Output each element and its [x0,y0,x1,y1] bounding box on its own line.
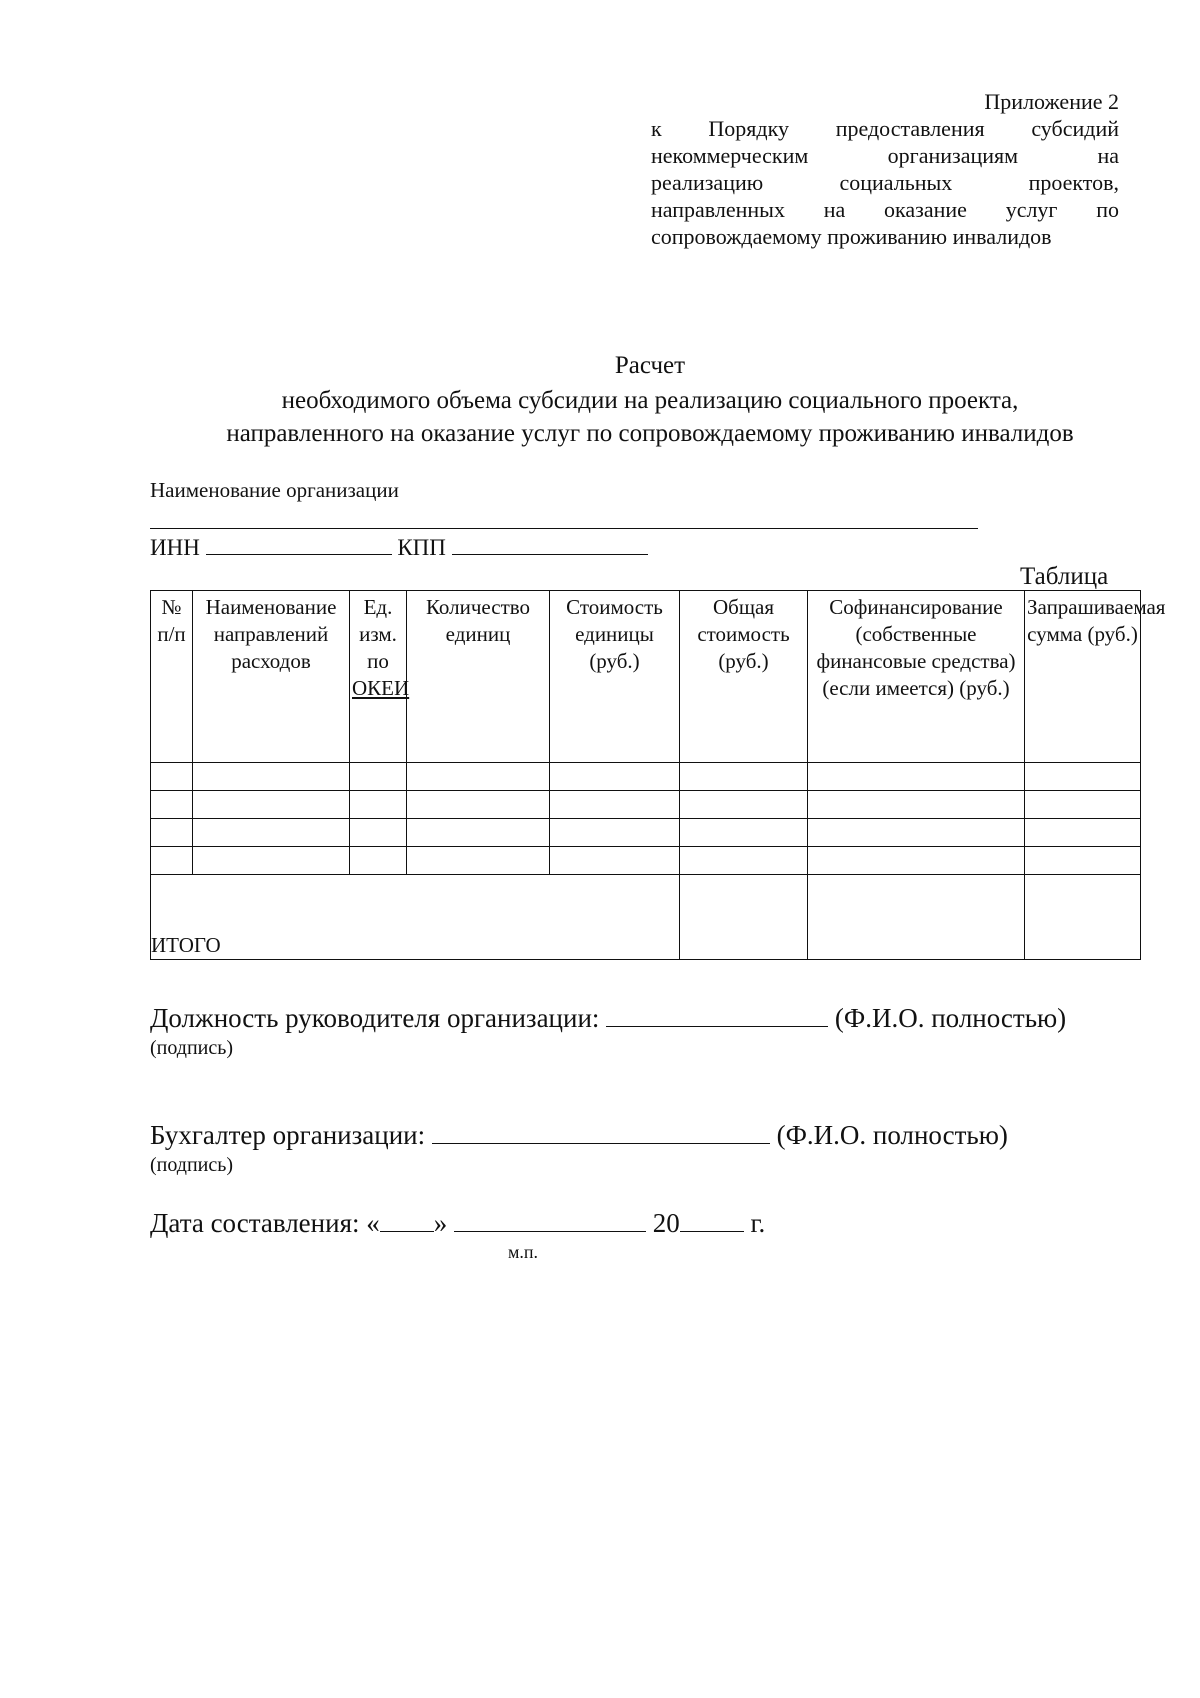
total-cell[interactable] [680,875,808,960]
table-cell[interactable] [193,847,350,875]
date-label: Дата составления: « [150,1208,380,1238]
table-cell[interactable] [680,847,808,875]
org-name-field[interactable] [150,528,978,529]
head-signature-field[interactable] [606,1006,828,1027]
org-name-label: Наименование организации [150,478,399,502]
table-cell[interactable] [550,791,680,819]
total-cell[interactable] [1025,875,1141,960]
accountant-signature-note: (подпись) [150,1154,234,1176]
table-row [151,819,1141,847]
table-cell[interactable] [808,763,1025,791]
table-cell[interactable] [808,847,1025,875]
head-signature-row [150,1003,1066,1034]
table-cell[interactable] [407,819,550,847]
total-label: ИТОГО [151,875,680,960]
header-unit-text: Ед. изм. по [359,595,397,673]
table-cell[interactable] [151,763,193,791]
table-cell[interactable] [1025,791,1141,819]
header-unit-cost: Стоимость единицы (руб.) [550,591,680,763]
accountant-label: Бухгалтер организации: [150,1120,426,1150]
table-cell[interactable] [808,819,1025,847]
inn-label: ИНН [150,535,200,560]
date-year-prefix: 20 [652,1208,680,1238]
table-row [151,847,1141,875]
table-row [151,791,1141,819]
date-year-suffix: г. [750,1208,766,1238]
table-cell[interactable] [680,763,808,791]
table-total-row [151,875,1141,960]
header-cofinancing: Софинансирование (собственные финансовые средства) (если имеется) (руб.) [808,591,1025,763]
table-cell[interactable] [550,763,680,791]
date-day-field[interactable] [380,1211,434,1232]
table-cell[interactable] [680,791,808,819]
calculation-table [150,590,1166,960]
head-signature-note: (подпись) [150,1037,234,1059]
date-month-field[interactable] [454,1211,646,1232]
date-year-field[interactable] [680,1211,744,1232]
table-cell[interactable] [350,847,407,875]
table-cell[interactable] [407,791,550,819]
table-caption: Таблица [1020,563,1109,590]
annex-line: направленных на оказание услуг по [651,197,1119,222]
header-requested: Запрашиваемая сумма (руб.) [1025,591,1141,763]
table-header-row [151,591,1141,763]
accountant-signature-row [150,1120,1008,1151]
head-position-label: Должность руководителя организации: [150,1003,600,1033]
annex-line: к Порядку предоставления субсидий [651,116,1119,141]
table-cell[interactable] [550,847,680,875]
table-cell[interactable] [407,847,550,875]
date-row [150,1208,765,1239]
header-unit-okei: ОКЕИ [352,676,410,700]
table-row [151,763,1141,791]
table-cell[interactable] [1025,763,1141,791]
kpp-label: КПП [397,535,446,560]
accountant-fio-label: (Ф.И.О. полностью) [776,1120,1008,1150]
header-num: № п/п [151,591,193,763]
head-fio-label: (Ф.И.О. полностью) [834,1003,1067,1033]
annex-line: реализацию социальных проектов, [651,170,1119,195]
table-cell[interactable] [1025,819,1141,847]
table-cell[interactable] [808,791,1025,819]
annex-block [651,88,1119,250]
inn-kpp-row [150,534,648,561]
table-cell[interactable] [350,791,407,819]
table-cell[interactable] [151,791,193,819]
document-subtitle-line2: направленного на оказание услуг по сопровождаемому проживанию инвалидов [226,420,1074,447]
kpp-field[interactable] [452,534,648,555]
stamp-place-label: м.п. [508,1242,539,1262]
table-cell[interactable] [1025,847,1141,875]
total-cell[interactable] [808,875,1025,960]
table-cell[interactable] [550,819,680,847]
table-cell[interactable] [350,819,407,847]
table-cell[interactable] [193,791,350,819]
header-name: Наименование направлений расходов [193,591,350,763]
date-close-quote: » [433,1208,448,1238]
annex-title: Приложение 2 [984,89,1119,114]
document-title: Расчет [614,352,686,379]
table-cell[interactable] [193,763,350,791]
header-unit [350,591,410,763]
accountant-signature-field[interactable] [432,1123,770,1144]
document-subtitle-line1: необходимого объема субсидии на реализацию социального проекта, [281,387,1019,414]
table-cell[interactable] [151,819,193,847]
annex-line: некоммерческим организациям на [651,143,1119,168]
table-cell[interactable] [407,763,550,791]
table-cell[interactable] [193,819,350,847]
header-total-cost: Общая стоимость (руб.) [680,591,808,763]
inn-field[interactable] [206,534,392,555]
annex-line: сопровождаемому проживанию инвалидов [651,224,1052,249]
table-cell[interactable] [680,819,808,847]
table-cell[interactable] [350,763,407,791]
table-cell[interactable] [151,847,193,875]
header-quantity: Количество единиц [407,591,550,763]
annex-text [651,115,1119,250]
